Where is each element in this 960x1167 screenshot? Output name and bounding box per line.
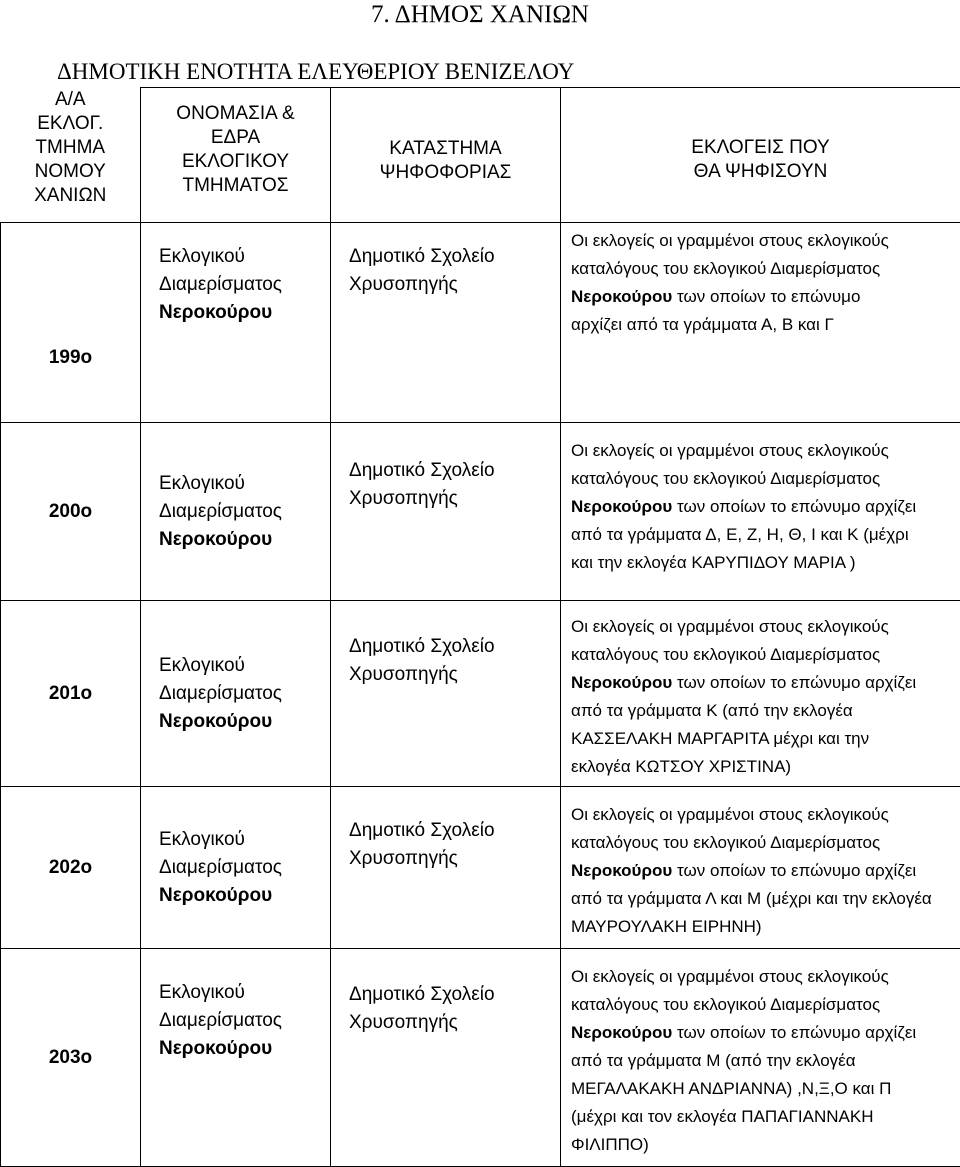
section-name [141, 423, 331, 601]
section-number: 199ο [1, 223, 141, 423]
section-name-line: Διαμερίσματος [159, 271, 330, 299]
voters-line: από τα γράμματα Δ, Ε, Ζ, Η, Θ, Ι και Κ (μέχρι [571, 521, 956, 549]
polling-stations-table-wrap [0, 87, 960, 1156]
voters-line: Οι εκλογείς οι γραμμένοι στους εκλογικούς [571, 613, 956, 641]
section-name-line: Εκλογικού [159, 243, 330, 271]
header-section-number: Α/Α ΕΚΛΟΓ. ΤΜΗΜΑ ΝΟΜΟΥ ΧΑΝΙΩΝ [1, 88, 141, 223]
section-name [141, 601, 331, 787]
voters-line: καταλόγους του εκλογικού Διαμερίσματος [571, 991, 956, 1019]
section-number: 201ο [1, 601, 141, 787]
section-number: 200ο [1, 423, 141, 601]
section-name-line: Νεροκούρου [159, 708, 330, 736]
voters-line: και την εκλογέα ΚΑΡΥΠΙΔΟΥ ΜΑΡΙΑ ) [571, 549, 956, 577]
voters-line: ΜΕΓΑΛΑΚΑΚΗ ΑΝΔΡΙΑΝΝΑ) ,Ν,Ξ,Ο και Π [571, 1075, 956, 1103]
voters-line: από τα γράμματα Κ (από την εκλογέα [571, 697, 956, 725]
voters-line: Οι εκλογείς οι γραμμένοι στους εκλογικούς [571, 801, 956, 829]
polling-place [331, 223, 561, 423]
polling-place-line: Χρυσοπηγής [349, 271, 560, 299]
voters-line: ΚΑΣΣΕΛΑΚΗ ΜΑΡΓΑΡΙΤΑ μέχρι και την [571, 725, 956, 753]
section-name [141, 223, 331, 423]
section-name-line: Νεροκούρου [159, 882, 330, 910]
section-name-line: Διαμερίσματος [159, 854, 330, 882]
table-row [1, 949, 960, 1167]
voters-line: καταλόγους του εκλογικού Διαμερίσματος [571, 465, 956, 493]
voters-description [561, 787, 960, 949]
section-name-line: Νεροκούρου [159, 299, 330, 327]
table-header-row [1, 88, 960, 223]
polling-place [331, 787, 561, 949]
voters-line: ΜΑΥΡΟΥΛΑΚΗ ΕΙΡΗΝΗ) [571, 913, 956, 941]
polling-place-line: Χρυσοπηγής [349, 1009, 560, 1037]
voters-line: καταλόγους του εκλογικού Διαμερίσματος [571, 255, 956, 283]
section-name-line: Εκλογικού [159, 470, 330, 498]
header-polling-place: ΚΑΤΑΣΤΗΜΑ ΨΗΦΟΦΟΡΙΑΣ [331, 88, 561, 223]
voters-line: καταλόγους του εκλογικού Διαμερίσματος [571, 829, 956, 857]
voters-line: Οι εκλογείς οι γραμμένοι στους εκλογικούς [571, 227, 956, 255]
voters-description [561, 601, 960, 787]
polling-place-line: Δημοτικό Σχολείο [349, 817, 560, 845]
polling-place [331, 601, 561, 787]
polling-place [331, 423, 561, 601]
polling-stations-table [0, 87, 960, 1167]
polling-place-line: Χρυσοπηγής [349, 845, 560, 873]
voters-line: Οι εκλογείς οι γραμμένοι στους εκλογικούς [571, 963, 956, 991]
voters-line: εκλογέα ΚΩΤΣΟΥ ΧΡΙΣΤΙΝΑ) [571, 753, 956, 781]
voters-line: ΦΙΛΙΠΠΟ) [571, 1131, 956, 1159]
voters-line: από τα γράμματα Μ (από την εκλογέα [571, 1047, 956, 1075]
voters-line: αρχίζει από τα γράμματα Α, Β και Γ [571, 311, 956, 339]
voters-line: Νεροκούρου των οποίων το επώνυμο αρχίζει [571, 1019, 956, 1047]
voters-line: Νεροκούρου των οποίων το επώνυμο αρχίζει [571, 857, 956, 885]
voters-line: Νεροκούρου των οποίων το επώνυμο αρχίζει [571, 669, 956, 697]
section-name-line: Νεροκούρου [159, 1035, 330, 1063]
section-name-line: Νεροκούρου [159, 526, 330, 554]
section-name-line: Διαμερίσματος [159, 498, 330, 526]
section-number: 202ο [1, 787, 141, 949]
table-row [1, 423, 960, 601]
section-name-line: Εκλογικού [159, 652, 330, 680]
voters-line: καταλόγους του εκλογικού Διαμερίσματος [571, 641, 956, 669]
polling-place [331, 949, 561, 1167]
section-name-line: Διαμερίσματος [159, 1007, 330, 1035]
section-name [141, 787, 331, 949]
header-voters: ΕΚΛΟΓΕΙΣ ΠΟΥ ΘΑ ΨΗΦΙΣΟΥΝ [561, 88, 960, 223]
voters-line: από τα γράμματα Λ και Μ (μέχρι και την εκλογέα [571, 885, 956, 913]
voters-description [561, 223, 960, 423]
table-row [1, 601, 960, 787]
section-number: 203ο [1, 949, 141, 1167]
polling-place-line: Δημοτικό Σχολείο [349, 457, 560, 485]
voters-line: Νεροκούρου των οποίων το επώνυμο [571, 283, 956, 311]
polling-place-line: Δημοτικό Σχολείο [349, 633, 560, 661]
section-name [141, 949, 331, 1167]
table-row [1, 223, 960, 423]
voters-line: (μέχρι και τον εκλογέα ΠΑΠΑΓΙΑΝΝΑΚΗ [571, 1103, 956, 1131]
section-name-line: Εκλογικού [159, 979, 330, 1007]
table-row [1, 787, 960, 949]
polling-place-line: Δημοτικό Σχολείο [349, 243, 560, 271]
polling-place-line: Χρυσοπηγής [349, 661, 560, 689]
polling-place-line: Χρυσοπηγής [349, 485, 560, 513]
page-title: 7. ΔΗΜΟΣ ΧΑΝΙΩΝ [0, 0, 960, 30]
unit-title: ΔΗΜΟΤΙΚΗ ΕΝΟΤΗΤΑ ΕΛΕΥΘΕΡΙΟΥ ΒΕΝΙΖΕΛΟΥ [57, 58, 574, 86]
voters-description [561, 423, 960, 601]
voters-line: Οι εκλογείς οι γραμμένοι στους εκλογικούς [571, 437, 956, 465]
header-section-name: ΟΝΟΜΑΣΙΑ & ΕΔΡΑ ΕΚΛΟΓΙΚΟΥ ΤΜΗΜΑΤΟΣ [141, 88, 331, 223]
voters-line: Νεροκούρου των οποίων το επώνυμο αρχίζει [571, 493, 956, 521]
section-name-line: Διαμερίσματος [159, 680, 330, 708]
voters-description [561, 949, 960, 1167]
polling-place-line: Δημοτικό Σχολείο [349, 981, 560, 1009]
section-name-line: Εκλογικού [159, 826, 330, 854]
